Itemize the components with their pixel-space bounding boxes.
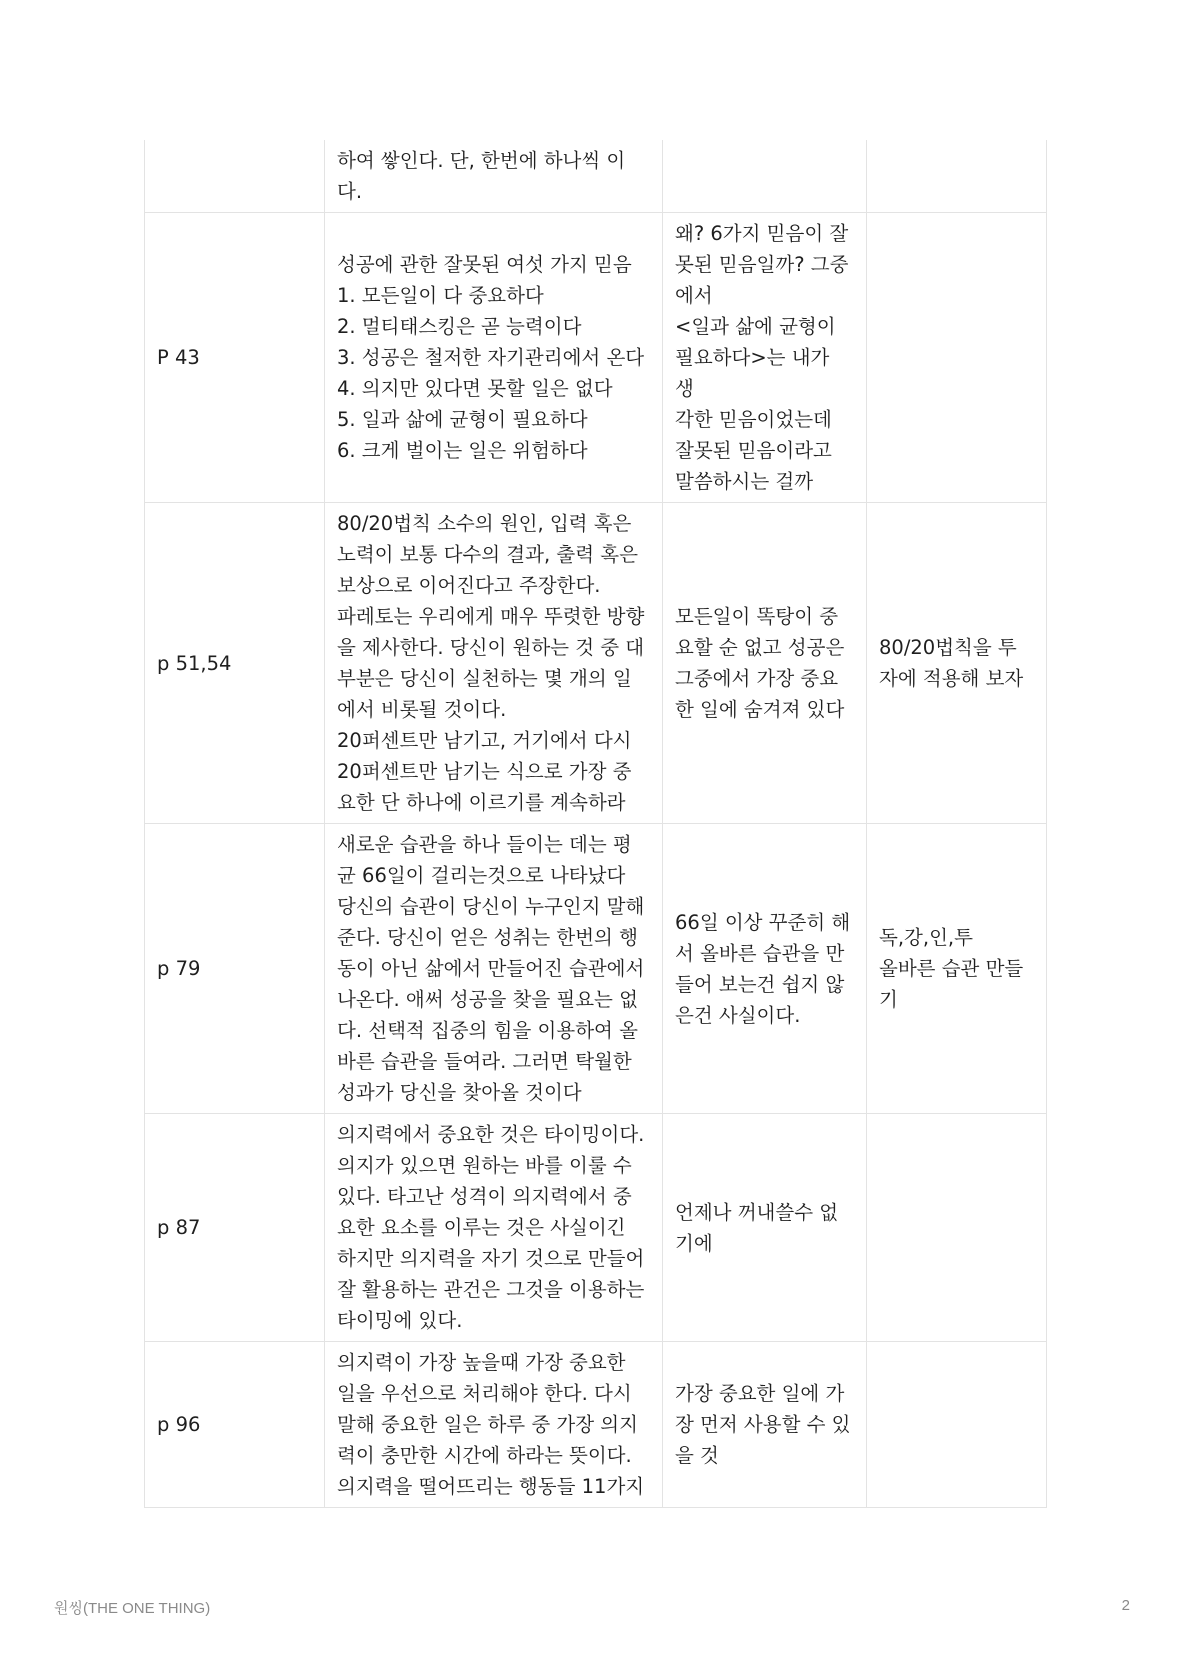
quote-cell — [325, 1342, 663, 1508]
table-row — [145, 213, 1047, 503]
table-row — [145, 824, 1047, 1114]
quote-cell — [325, 503, 663, 824]
page-ref: P 43 — [157, 346, 200, 369]
action-cell — [867, 140, 1047, 213]
thought-text: 왜? 6가지 믿음이 잘 못된 믿음일까? 그중 에서 <일과 삶에 균형이 필요하다>는 내가 생 각한 믿음이었는데 잘못된 믿음이라고 말씀하시는 걸까 — [675, 222, 849, 493]
action-text: 독,강,인,투 올바른 습관 만들 기 — [879, 926, 1024, 1011]
thought-cell — [663, 1342, 867, 1508]
quote-cell — [325, 1114, 663, 1342]
quote-text: 하여 쌓인다. 단, 한번에 하나씩 이 다. — [337, 149, 626, 203]
thought-cell — [663, 140, 867, 213]
page-ref: p 87 — [157, 1216, 201, 1239]
table-row — [145, 1114, 1047, 1342]
thought-text: 가장 중요한 일에 가 장 먼저 사용할 수 있 을 것 — [675, 1382, 851, 1467]
quote-text: 새로운 습관을 하나 들이는 데는 평 균 66일이 걸리는것으로 나타났다 당신의 습관이 당신이 누구인지 말해 준다. 당신이 얻은 성취는 한번의 행 동이 아닌 삶에서 만들어진 습관에서 나온다. 애써 성공을 찾을 필요는 없 다. 선택적 집중의 힘을 이용하여 올 바른 습관을 들여라. 그러면 탁월한 성과가 당신을 찾아올 것이다 — [337, 833, 645, 1104]
action-text: 80/20법칙을 투 자에 적용해 보자 — [879, 636, 1024, 690]
thought-cell — [663, 503, 867, 824]
quote-text: 80/20법칙 소수의 원인, 입력 혹은 노력이 보통 다수의 결과, 출력 혹은 보상으로 이어진다고 주장한다. 파레토는 우리에게 매우 뚜렷한 방향 을 제사한다. 당신이 원하는 것 중 대 부분은 당신이 실천하는 몇 개의 일 에서 비롯될 것이다. 20퍼센트만 남기고, 거기에서 다시 20퍼센트만 남기는 식으로 가장 중 요한 단 하나에 이르기를 계속하라 — [337, 512, 645, 814]
thought-cell — [663, 213, 867, 503]
quote-cell — [325, 140, 663, 213]
thought-text: 66일 이상 꾸준히 해 서 올바른 습관을 만 들어 보는건 쉽지 않 은건 사실이다. — [675, 910, 851, 1027]
action-cell — [867, 1342, 1047, 1508]
table-row — [145, 140, 1047, 213]
action-cell — [867, 824, 1047, 1114]
quote-cell — [325, 824, 663, 1114]
action-cell — [867, 213, 1047, 503]
quote-cell — [325, 213, 663, 503]
page-ref: p 79 — [157, 957, 201, 980]
page-ref-cell — [145, 1114, 325, 1342]
table-row — [145, 503, 1047, 824]
thought-text: 모든일이 똑탕이 중 요할 순 없고 성공은 그중에서 가장 중요 한 일에 숨겨져 있다 — [675, 605, 845, 721]
page-ref-cell — [145, 1342, 325, 1508]
footer-page-number: 2 — [1121, 1597, 1130, 1614]
action-cell — [867, 503, 1047, 824]
thought-cell — [663, 1114, 867, 1342]
quote-text: 성공에 관한 잘못된 여섯 가지 믿음 1. 모든일이 다 중요하다 2. 멀티태스킹은 곧 능력이다 3. 성공은 철저한 자기관리에서 온다 4. 의지만 있다면 못할 일은 없다 5. 일과 삶에 균형이 필요하다 6. 크게 벌이는 일은 위험하다 — [337, 253, 645, 462]
page-ref: p 51,54 — [157, 651, 232, 675]
page-ref: p 96 — [157, 1413, 201, 1436]
quote-text: 의지력이 가장 높을때 가장 중요한 일을 우선으로 처리해야 한다. 다시 말해 중요한 일은 하루 중 가장 의지 력이 충만한 시간에 하라는 뜻이다. 의지력을 떨어뜨리는 행동들 11가지 — [337, 1351, 645, 1498]
thought-cell — [663, 824, 867, 1114]
page-ref-cell — [145, 213, 325, 503]
thought-text: 언제나 꺼내쓸수 없 기에 — [675, 1200, 839, 1255]
reading-notes-table — [144, 140, 1047, 1508]
table-row — [145, 1342, 1047, 1508]
action-cell — [867, 1114, 1047, 1342]
footer-document-title: 원씽(THE ONE THING) — [54, 1600, 211, 1617]
page-ref-cell — [145, 503, 325, 824]
page-ref-cell — [145, 824, 325, 1114]
page-ref-cell — [145, 140, 325, 213]
quote-text: 의지력에서 중요한 것은 타이밍이다. 의지가 있으면 원하는 바를 이룰 수 있다. 타고난 성격이 의지력에서 중 요한 요소를 이루는 것은 사실이긴 하지만 의지력을 자기 것으로 만들어 잘 활용하는 관건은 그것을 이용하는 타이밍에 있다. — [337, 1123, 645, 1332]
